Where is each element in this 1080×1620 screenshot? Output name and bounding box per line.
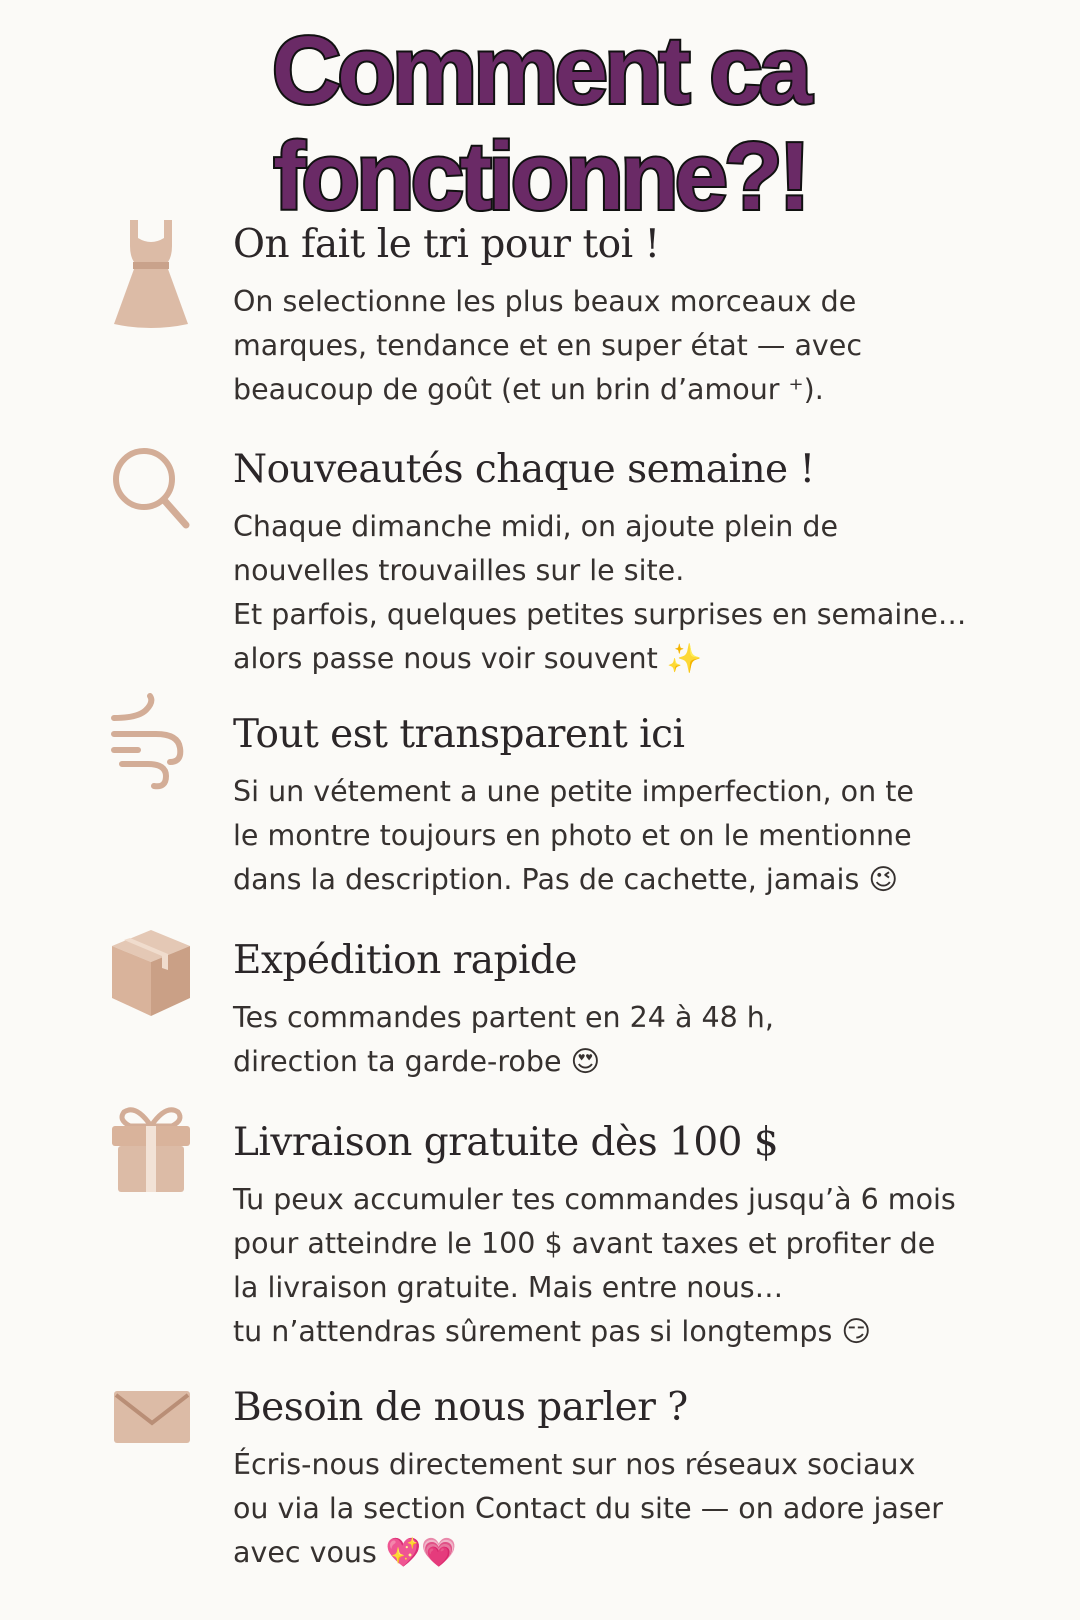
section-body [233,505,1013,681]
body-line: Tu peux accumuler tes commandes jusqu’à 6 mois [233,1183,956,1216]
body-line: Et parfois, quelques petites surprises en semaine… [233,598,967,631]
body-line: beaucoup de goût (et un brin d’amour ⁺). [233,373,824,406]
section-heading: Tout est transparent ici [233,712,685,757]
gift-icon [108,1096,194,1216]
body-line: la livraison gratuite. Mais entre nous… [233,1271,784,1304]
body-line: tu n’attendras sûrement pas si longtemps 😏 [233,1315,872,1348]
envelope-icon [108,1359,194,1479]
section-heading: On fait le tri pour toi ! [233,222,660,267]
section-heading: Livraison gratuite dès 100 $ [233,1120,779,1165]
body-line: Écris-nous directement sur nos réseaux sociaux [233,1448,916,1481]
body-line: direction ta garde-robe 😍 [233,1045,601,1078]
section-body [233,1443,1013,1575]
body-line: le montre toujours en photo et on le mentionne [233,819,912,852]
section-body [233,1178,1013,1354]
body-line: Chaque dimanche midi, on ajoute plein de [233,510,839,543]
body-line: On selectionne les plus beaux morceaux de [233,285,857,318]
body-line: ou via la section Contact du site — on adore jaser [233,1492,943,1525]
section-heading: Besoin de nous parler ? [233,1385,688,1430]
section-body [233,280,1013,412]
wind-icon [108,688,194,808]
dress-icon [108,216,194,336]
body-line: dans la description. Pas de cachette, jamais 😉 [233,863,899,896]
body-line: Si un vétement a une petite imperfection, on te [233,775,914,808]
body-line: Tes commandes partent en 24 à 48 h, [233,1001,774,1034]
section-heading: Nouveautés chaque semaine ! [233,447,815,492]
body-line: marques, tendance et en super état — avec [233,329,862,362]
body-line: alors passe nous voir souvent ✨ [233,642,703,675]
section-heading: Expédition rapide [233,938,577,983]
magnifier-icon [108,433,194,553]
body-line: avec vous 💖💗 [233,1536,457,1569]
body-line: nouvelles trouvailles sur le site. [233,554,685,587]
section-body [233,770,1013,902]
box-icon [108,918,194,1038]
body-line: pour atteindre le 100 $ avant taxes et profiter de [233,1227,936,1260]
section-body [233,996,1013,1084]
page-title: Comment ca fonctionne?! [271,17,809,230]
